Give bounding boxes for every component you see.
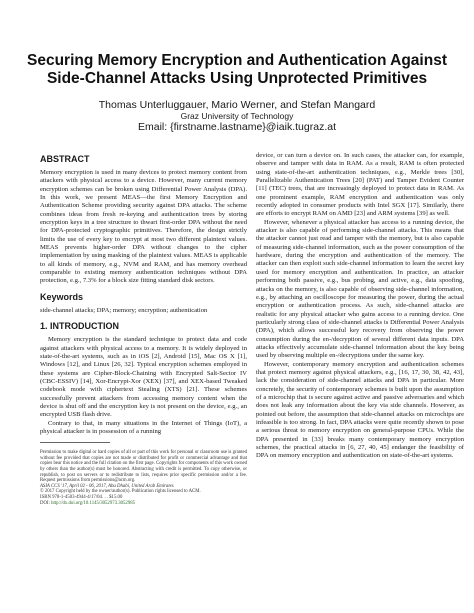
abstract-heading: ABSTRACT — [40, 154, 90, 164]
paper-title-line1: Securing Memory Encryption and Authentication Against — [27, 52, 447, 69]
authors: Thomas Unterluggauer, Mario Werner, and Stefan Mangard — [98, 99, 376, 111]
left-column — [40, 154, 247, 506]
intro-paragraph-1: Memory encryption is the standard technique to protect data and code against attackers with physical access to a memory. It is widely deployed in state-of-the-art systems, such as in iOS [2], Android [15], Mac OS X [1], Windows [12], and Linux [26, 32]. Typical encryption schemes employed in these systems are Cipher-Block-Chaining with Encrypted Salt-Sector IV (CBC-ESSIV) [14], Xor-Encrypt-Xor (XEX) [37], and XEX-based Tweaked codebook mode with ciphertext Stealing (XTS) [21]. These schemes successfully prevent attackers from accessing memory content when the device is shut off and the encryption key is not present on the device, e.g., an encrypted USB flash drive. — [40, 336, 247, 419]
doi-link[interactable]: http://dx.doi.org/10.1145/3052973.3052985 — [51, 500, 136, 506]
isbn-line: ISBN 978-1-4503-4944-4/17/04. . . $15.00 — [40, 495, 123, 501]
doi-line — [40, 501, 247, 507]
permission-notice: Permission to make digital or hard copies of all or part of this work for personal or classroom use is granted without fee provided that copies are not made or distributed for profit or commercial advantage and that copies bear this notice and the full citation on the first page. Copyrights for components of this work owned by others than the author(s) must be honored. Abstracting with credit is permitted. To copy otherwise, or republish, to post on servers or to redistribute to lists, requires prior specific permission and/or a fee. Request permissions from permissions@acm.org. — [40, 450, 247, 484]
email: Email: {firstname.lastname}@iaik.tugraz.at — [138, 121, 336, 133]
right-column — [256, 152, 464, 461]
keywords-text: side-channel attacks; DPA; memory; encryption; authentication — [40, 306, 208, 314]
footnote-divider — [40, 442, 110, 443]
abstract-text: Memory encryption is used in many devices to protect memory content from attackers with physical access to a device. However, many current memory encryption schemes can be broken using Differential Power Analysis (DPA). In this work, we present MEAS—the first Memory Encryption and Authentication Scheme providing security against DPA attacks. The scheme combines ideas from fresh re-keying and authentication trees by storing encryption keys in a tree structure to thwart first-order DPA without the need for DPA-protected cryptographic primitives. Therefore, the design strictly limits the use of every key to encrypt at most two different plaintext values. MEAS prevents higher-order DPA without changes to the cipher implementation by using masking of the plaintext values. MEAS is applicable to all kinds of memory, e.g., NVM and RAM, and has memory overhead comparable to existing memory authentication techniques without DPA protection, e.g., 7.3% for a block size fitting standard disk sectors. — [40, 169, 247, 285]
affiliation: Graz University of Technology — [180, 111, 294, 121]
keywords-heading: Keywords — [40, 291, 84, 302]
copyright-footnote — [40, 450, 247, 506]
right-paragraph-2: However, whenever a physical attacker has access to a running device, the attacker is also capable of performing side-channel attacks. This means that the attacker cannot just read and tamper with the memory, but is also capable of measuring side-channel information, such as the power consumption of the hardware, during the encryption and authentication of the memory. The attacker can then exploit such side-channel information to learn the secret key used for memory encryption and authentication. In practice, an attacker performing both passive, e.g., bus probing, and active, e.g., data spoofing, attacks on the memory, is also capable of observing side-channel information, e.g., by attaching an oscilloscope for measuring the power, during the actual encryption or authentication process. As such, side-channel attacks are realistic for any physical attacker who gains access to a running device. One particularly strong class of side-channel attacks is Differential Power Analysis (DPA), which allows successful key recovery from observing the power consumption during the en-/decryption of several different data inputs. DPA attacks effectively accumulate side-channel information about the key being used by observing multiple en-/decryptions under the same key. — [256, 218, 464, 360]
right-paragraph-1: device, or can turn a device on. In such cases, the attacker can, for example, observe and tamper with data in RAM. As a result, RAM is often protected using state-of-the-art authentication techniques, e.g., Merkle trees [30], Parallelizable Authentication Trees [20] (PAT) and Tamper Evident Counter [11] (TEC) trees, that are increasingly deployed to protect data in RAM. As one prominent example, RAM encryption and authentication was only recently adopted in consumer products with Intel SGX [17]. Similarly, there are efforts to encrypt RAM on AMD [23] and ARM systems [39] as well. — [256, 152, 464, 218]
paper-title — [0, 52, 474, 88]
copyright-line: © 2017 Copyright held by the owner/author(s). Publication rights licensed to ACM. — [40, 489, 201, 495]
right-paragraph-3: However, contemporary memory encryption and authentication schemes that protect memory against physical attackers, e.g., [16, 17, 30, 38, 42, 43], lack the consideration of side-channel attacks and DPA in particular. More concretely, the security of contemporary schemes is built upon the assumption of a microchip that is secure against active and passive adversaries and which does not leak any information about the key via side channels. However, as pointed out before, the assumption that side-channel attacks on microchips are infeasible is too strong. In fact, DPA attacks were quite recently shown to pose a serious threat to memory encryption on general-purpose CPUs. While the DPA presented in [33] breaks many contemporary memory encryption schemes, the practical attacks in [6, 27, 40, 45] endanger the feasibility of DPA on memory encryption and authentication on state-of-the-art systems. — [256, 360, 464, 460]
introduction-heading: 1. INTRODUCTION — [40, 321, 120, 332]
conference-line: ASIA CCS '17, April 02 - 06, 2017, Abu Dhabi, United Arab Emirates — [40, 483, 174, 489]
doi-prefix: DOI: — [40, 500, 52, 506]
intro-paragraph-2: Contrary to that, in many situations in the Internet of Things (IoT), a physical attacker is in possession of a running — [40, 419, 247, 435]
paper-title-line2: Side-Channel Attacks Using Unprotected Primitives — [46, 70, 428, 87]
